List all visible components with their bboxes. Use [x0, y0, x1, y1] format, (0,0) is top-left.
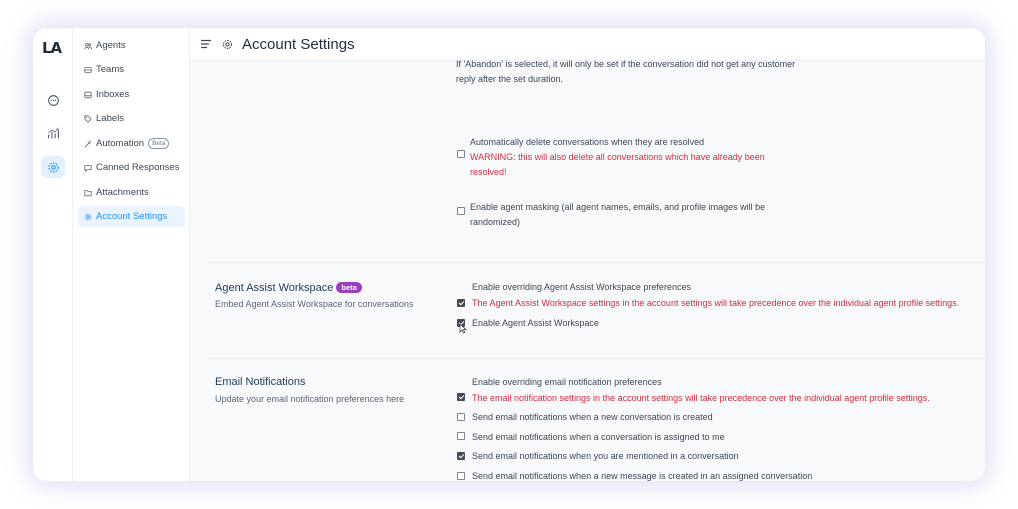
page-title: Account Settings [242, 35, 355, 53]
agents-icon [84, 42, 92, 50]
tag-icon [84, 115, 92, 123]
abandon-note-line2: reply after the set duration. [456, 74, 564, 84]
email-override-warning: The email notification settings in the account settings will take precedence over the individual agent profile settings. [472, 393, 930, 403]
email-option-label: Send email notifications when a new message is created in an assigned conversation [472, 471, 813, 481]
sidebar-item-inboxes[interactable] [78, 84, 185, 105]
settings-content [190, 61, 985, 481]
gear-icon [222, 39, 233, 50]
sidebar-item-label: Agents [96, 40, 126, 51]
logo: LA [42, 39, 62, 57]
agent-assist-override-heading: Enable overriding Agent Assist Workspace preferences [472, 282, 691, 292]
menu-icon[interactable] [200, 38, 212, 50]
section-divider [208, 262, 985, 263]
agent-assist-override-checkbox[interactable] [457, 299, 465, 307]
primary-sidebar [33, 28, 73, 481]
beta-badge: Beta [148, 138, 169, 149]
sidebar-item-label: Account Settings [96, 211, 168, 222]
sidebar-item-label: Inboxes [96, 89, 130, 100]
settings-sidebar [73, 28, 190, 481]
sidebar-item-labels[interactable] [78, 108, 185, 129]
auto-delete-warning-line1: WARNING: this will also delete all conversations which have already been [470, 152, 765, 162]
sidebar-item-agents[interactable] [78, 35, 185, 56]
agent-assist-description: Embed Agent Assist Workspace for conversations [215, 299, 414, 309]
section-divider [208, 358, 985, 359]
email-option-checkbox-mentioned[interactable] [457, 452, 465, 460]
sidebar-item-label: Canned Responses [96, 162, 180, 173]
folder-icon [84, 189, 92, 197]
sidebar-item-attachments[interactable] [78, 182, 185, 203]
email-notifications-description: Update your email notification preferences here [215, 394, 405, 404]
sidebar-item-automation[interactable] [78, 133, 185, 154]
inbox-icon [84, 91, 92, 99]
app-window [33, 28, 985, 481]
beta-badge: beta [336, 282, 361, 293]
email-option-checkbox-assigned[interactable] [457, 432, 465, 440]
abandon-note [456, 57, 876, 72]
settings-icon[interactable] [41, 156, 65, 178]
abandon-note-line1: If 'Abandon' is selected, it will only be set if the conversation did not get any customer [456, 59, 796, 69]
conversations-icon[interactable] [41, 89, 65, 111]
teams-icon [84, 66, 92, 74]
sidebar-item-label: Automation [96, 138, 145, 149]
sidebar-item-label: Attachments [96, 187, 149, 198]
automation-icon [84, 140, 92, 148]
email-option-label: Send email notifications when a conversation is assigned to me [472, 432, 725, 442]
email-option-label: Send email notifications when a new conversation is created [472, 412, 713, 422]
agent-masking-label-line1: Enable agent masking (all agent names, emails, and profile images will be [470, 202, 766, 212]
auto-delete-label: Automatically delete conversations when they are resolved [470, 137, 705, 147]
agent-masking-label-line2: randomized) [470, 217, 521, 227]
agent-masking-checkbox[interactable] [457, 207, 465, 215]
settings-icon [84, 213, 92, 221]
sidebar-item-label: Labels [96, 113, 124, 124]
email-option-label: Send email notifications when you are mentioned in a conversation [472, 451, 739, 461]
sidebar-item-label: Teams [96, 64, 124, 75]
chat-icon [84, 164, 92, 172]
reports-icon[interactable] [41, 122, 65, 144]
email-override-heading: Enable overriding email notification preferences [472, 377, 662, 387]
agent-assist-override-warning: The Agent Assist Workspace settings in the account settings will take precedence over the individual agent profile settings. [472, 298, 960, 308]
agent-assist-enable-label: Enable Agent Assist Workspace [472, 318, 599, 328]
sidebar-item-canned-responses[interactable] [78, 157, 185, 178]
agent-assist-title-text: Agent Assist Workspace [215, 282, 334, 294]
email-option-checkbox-new-message[interactable] [457, 472, 465, 480]
email-notifications-title: Email Notifications [215, 376, 306, 388]
agent-assist-title [215, 282, 362, 294]
email-override-checkbox[interactable] [457, 393, 465, 401]
sidebar-item-account-settings[interactable] [78, 206, 185, 227]
auto-delete-checkbox[interactable] [457, 150, 465, 158]
email-option-checkbox-new-conversation[interactable] [457, 413, 465, 421]
sidebar-item-teams[interactable] [78, 59, 185, 80]
mouse-cursor-icon [459, 323, 467, 334]
auto-delete-warning-line2: resolved! [470, 167, 507, 177]
